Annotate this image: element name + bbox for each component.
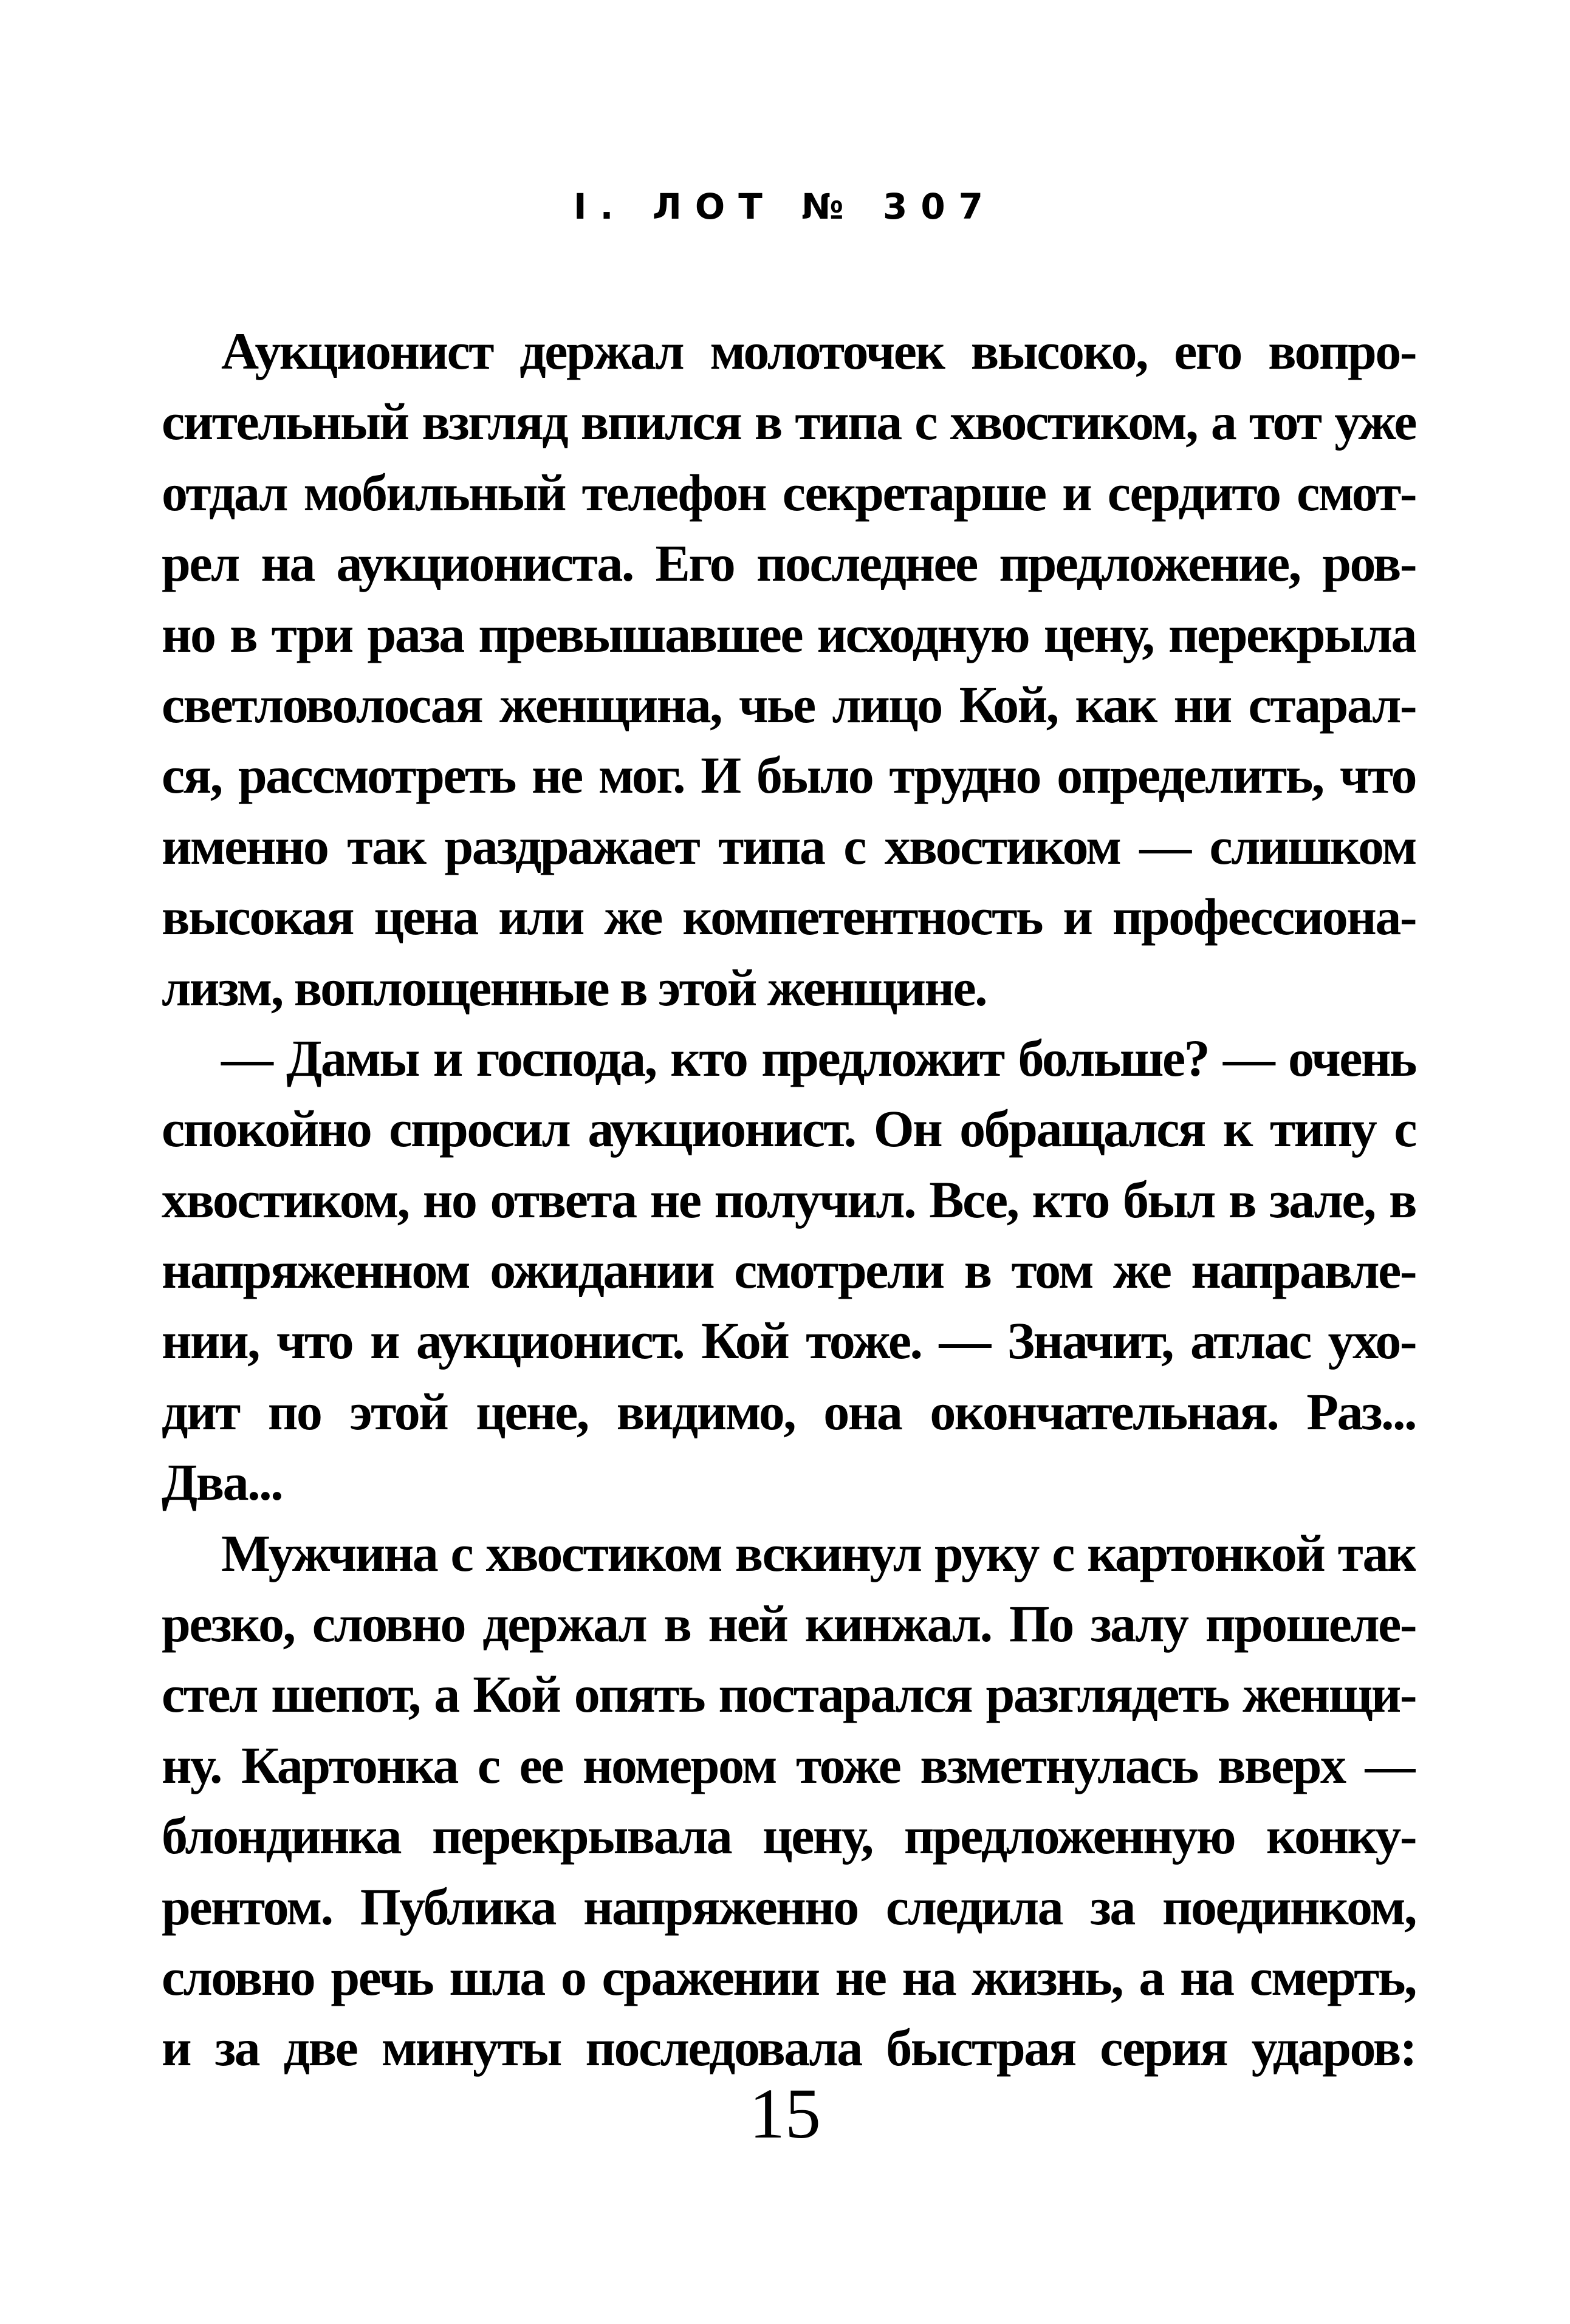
text-line: ну. Картонка с ее номером тоже взметнулась вверх — bbox=[162, 1735, 1416, 1794]
text-line: — Дамы и господа, кто предложит больше? — очень bbox=[221, 1028, 1416, 1087]
text-line: хвостиком, но ответа не получил. Все, кто был в зале, в bbox=[162, 1170, 1416, 1229]
text-line: лизм, воплощенные в этой женщине. bbox=[162, 958, 987, 1017]
text-line: нии, что и аукционист. Кой тоже. — Значит, атлас ухо- bbox=[162, 1311, 1416, 1370]
text-line: Два... bbox=[162, 1453, 283, 1512]
text-line: сительный взгляд впился в типа с хвостиком, а тот уже bbox=[162, 392, 1416, 451]
text-line: светловолосая женщина, чье лицо Кой, как ни старал- bbox=[162, 675, 1416, 734]
text-line: Мужчина с хвостиком вскинул руку с картонкой так bbox=[221, 1523, 1416, 1582]
text-line: ся, рассмотреть не мог. И было трудно определить, что bbox=[162, 746, 1416, 805]
paragraph-3 bbox=[162, 1518, 1416, 2083]
text-line: стел шепот, а Кой опять постарался разглядеть женщи- bbox=[162, 1665, 1416, 1724]
text-line: словно речь шла о сражении не на жизнь, а на смерть, bbox=[162, 1947, 1416, 2006]
paragraph-2 bbox=[162, 1023, 1416, 1518]
text-line: и за две минуты последовала быстрая серия ударов: bbox=[162, 2018, 1416, 2077]
text-line: напряженном ожидании смотрели в том же направле- bbox=[162, 1241, 1416, 1300]
text-line: высокая цена или же компетентность и профессиона- bbox=[162, 887, 1416, 946]
running-head: I. ЛОТ № 307 bbox=[573, 186, 997, 227]
text-line: рентом. Публика напряженно следила за поединком, bbox=[162, 1877, 1416, 1936]
text-line: рел на аукциониста. Его последнее предложение, ров- bbox=[162, 534, 1416, 593]
text-line: резко, словно держал в ней кинжал. По залу прошеле- bbox=[162, 1594, 1416, 1653]
text-line: блондинка перекрывала цену, предложенную конку- bbox=[162, 1806, 1416, 1865]
body-text bbox=[162, 316, 1416, 2083]
text-line: но в три раза превышавшее исходную цену, перекрыла bbox=[162, 604, 1416, 663]
text-line: спокойно спросил аукционист. Он обращался к типу с bbox=[162, 1099, 1416, 1158]
text-line: именно так раздражает типа с хвостиком — слишком bbox=[162, 816, 1416, 875]
text-line: дит по этой цене, видимо, она окончательная. Раз... bbox=[162, 1382, 1416, 1441]
text-line: отдал мобильный телефон секретарше и сердито смот- bbox=[162, 463, 1416, 522]
page-number: 15 bbox=[749, 2074, 821, 2153]
text-line: Аукционист держал молоточек высоко, его вопро- bbox=[221, 322, 1416, 380]
paragraph-1 bbox=[162, 316, 1416, 1023]
